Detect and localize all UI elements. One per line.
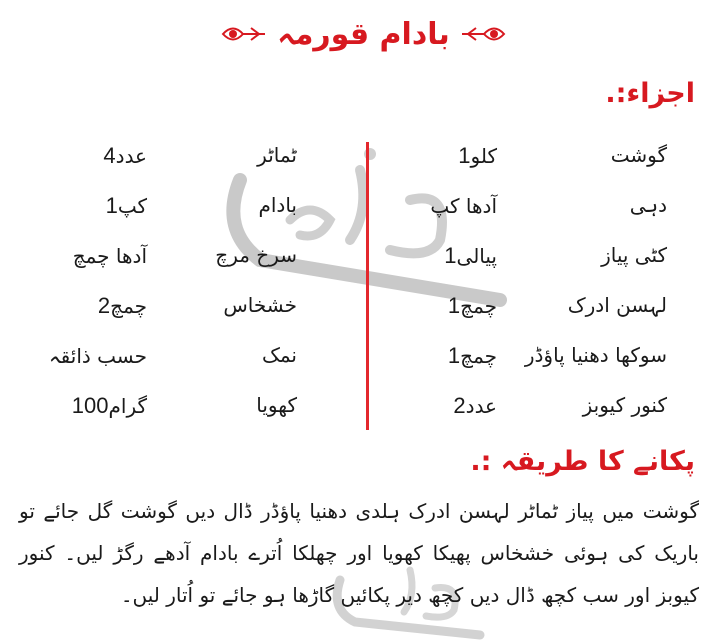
ingredient-name: کھویا: [256, 393, 297, 417]
ingredient-quantity: چمچ1: [447, 293, 497, 318]
ingredient-name: کٹی پیاز: [601, 243, 667, 267]
ornament-left-icon: [221, 19, 267, 49]
ornament-right-icon: [460, 19, 506, 49]
ingredient-quantity: کلو1: [458, 143, 497, 168]
ingredient-quantity: گرام100: [71, 393, 147, 418]
ingredient-name: دہی: [629, 193, 667, 217]
ingredient-quantity: آدھا چمچ: [72, 244, 147, 268]
page-title: بادام قورمہ: [277, 16, 450, 52]
ingredient-name: کنور کیوبز: [582, 393, 667, 417]
ingredients-heading: اجزاء:.: [605, 78, 695, 109]
ingredient-quantity: حسب ذائقہ: [48, 344, 147, 368]
ingredient-name: گوشت: [610, 143, 667, 167]
ingredient-name: خشخاس: [223, 293, 297, 317]
ingredient-name: سوکھا دھنیا پاؤڈر: [524, 343, 667, 367]
title-bar: [0, 8, 727, 60]
ingredient-name: بادام: [258, 193, 297, 217]
ingredient-quantity: چمچ1: [447, 343, 497, 368]
ingredient-quantity: کپ1: [105, 193, 147, 218]
ingredient-name: سرخ مرچ: [215, 243, 297, 267]
ingredient-quantity: عدد4: [103, 143, 147, 168]
ingredient-name: ٹماٹر: [257, 143, 297, 167]
ingredient-quantity: عدد2: [453, 393, 497, 418]
method-text: گوشت میں پیاز ٹماٹر لہسن ادرک ہلدی دھنیا پاؤڈر ڈال دیں گوشت گل جائے تو باریک کی ہوئی خشخاس پھیکا کھویا اور چھلکا اُترے بادام آدھے رگڑ لیں۔ کنور کیوبز اور سب کچھ ڈال دیں کچھ دیر پکائیں گاڑھا ہو جائے تو اُتار لیں۔: [19, 499, 699, 607]
ingredient-quantity: آدھا کپ: [430, 194, 497, 218]
ingredient-name: لہسن ادرک: [567, 293, 667, 317]
ingredient-quantity: چمچ2: [97, 293, 147, 318]
ingredient-name: نمک: [261, 343, 297, 367]
column-divider: [366, 142, 369, 430]
ingredient-quantity: پیالی1: [444, 243, 497, 268]
method-heading: پکانے کا طریقہ :.: [470, 446, 695, 477]
